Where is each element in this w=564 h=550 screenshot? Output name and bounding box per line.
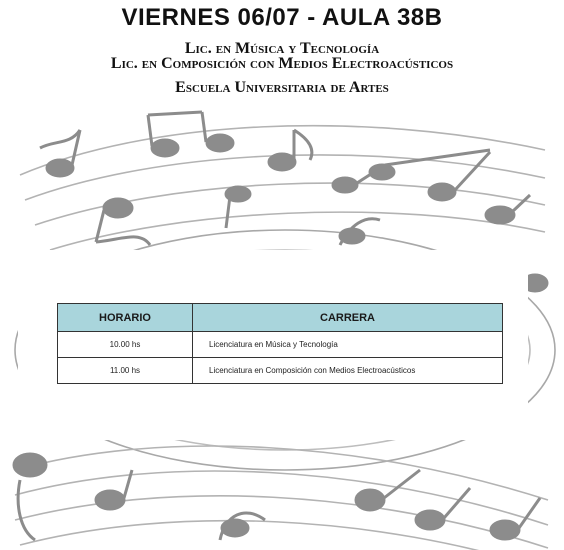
row-time: 11.00 hs bbox=[58, 358, 193, 384]
column-header-carrera: CARRERA bbox=[193, 304, 503, 332]
table-row bbox=[58, 332, 503, 358]
row-time: 10.00 hs bbox=[58, 332, 193, 358]
page-title: VIERNES 06/07 - AULA 38B bbox=[121, 4, 443, 31]
schedule-table bbox=[57, 303, 503, 384]
program-line-music-technology: Lic. en Música y Tecnología bbox=[184, 40, 380, 57]
school-name: Escuela Universitaria de Artes bbox=[175, 79, 389, 96]
row-career: Licenciatura en Música y Tecnología bbox=[193, 332, 503, 358]
table-row bbox=[58, 358, 503, 384]
program-line-electroacoustic: Lic. en Composición con Medios Electroacústicos bbox=[110, 55, 454, 72]
row-career: Licenciatura en Composición con Medios Electroacústicos bbox=[193, 358, 503, 384]
table-header-row bbox=[58, 304, 503, 332]
column-header-horario: HORARIO bbox=[58, 304, 193, 332]
